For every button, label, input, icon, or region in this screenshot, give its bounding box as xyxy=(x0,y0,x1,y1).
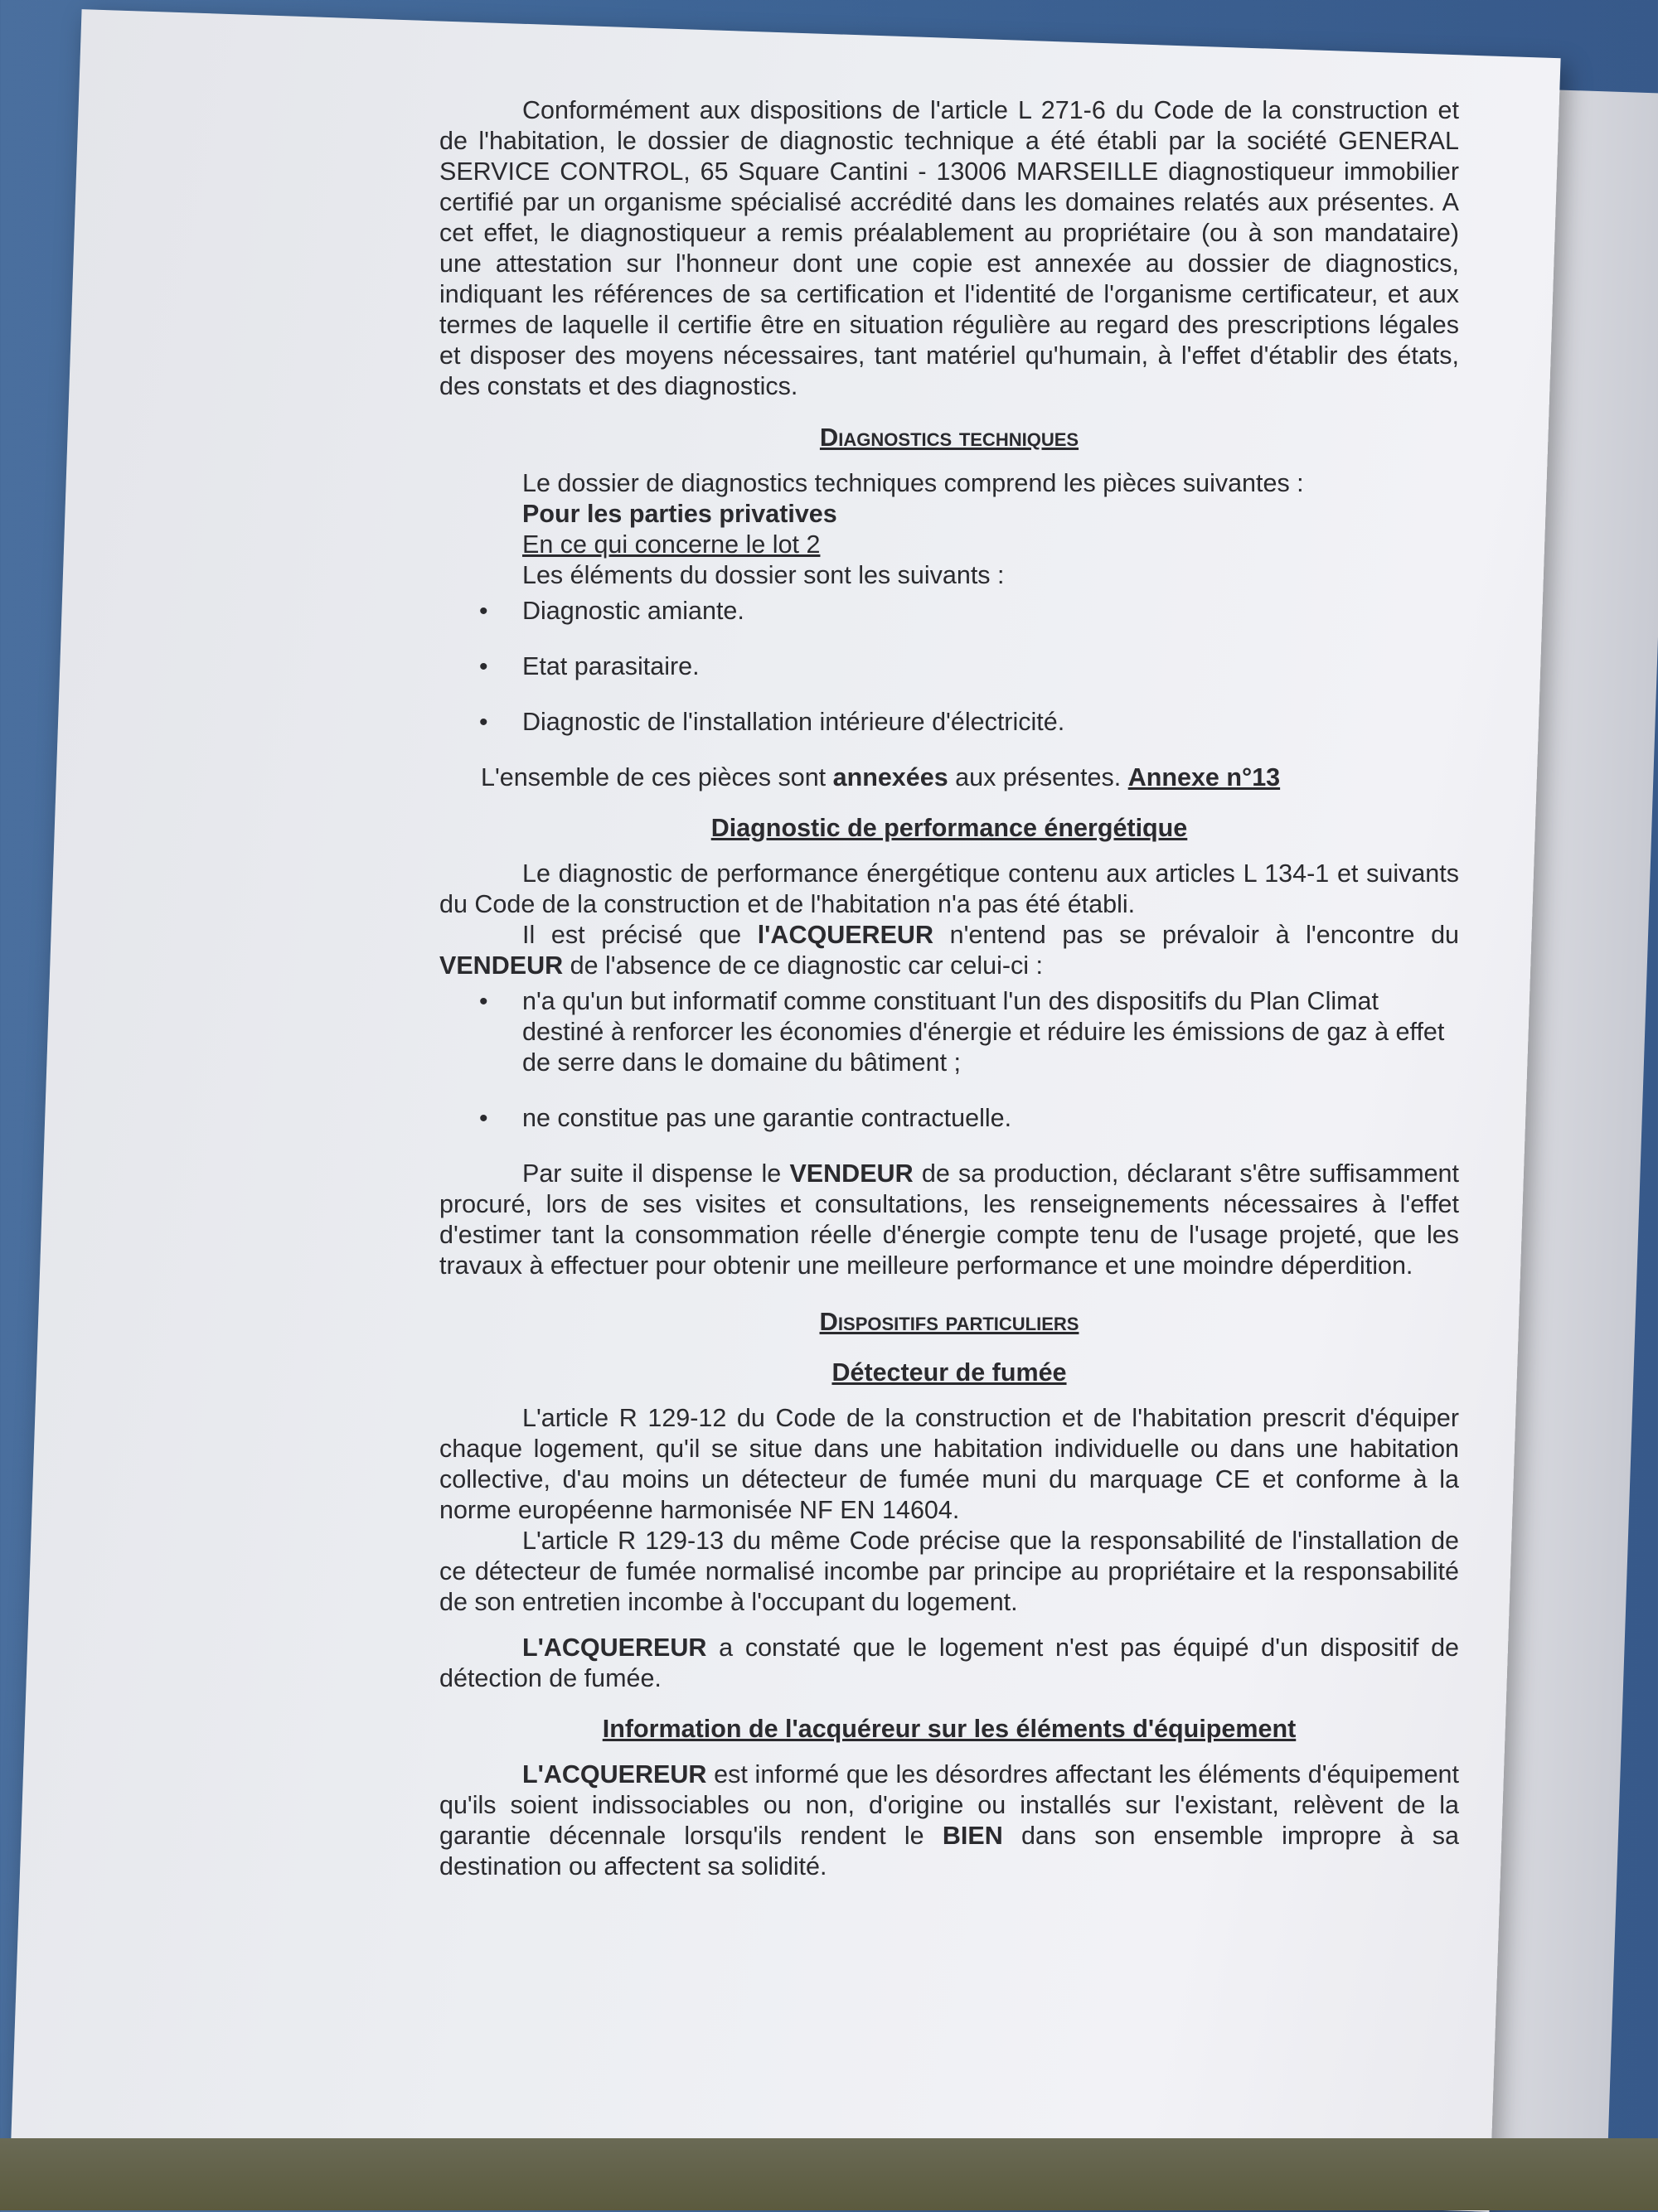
elements-intro: Les éléments du dossier sont les suivants : xyxy=(522,561,1005,589)
section-heading-dispositifs: Dispositifs particuliers xyxy=(819,1307,1079,1336)
diagnostics-list xyxy=(439,596,1459,738)
detecteur-paragraph-2: L'article R 129-13 du même Code précise que la responsabilité de l'installation de ce détecteur de fumée normalisé incombe par principe au propriétaire et la responsabilité de son entretien incombe à l'occupant du logement. xyxy=(439,1527,1459,1616)
detecteur-paragraph-1: L'article R 129-12 du Code de la construction et de l'habitation prescrit d'équiper chaque logement, qu'il se situe dans une habitation individuelle ou dans une habitation collective, d'au moins un détecteur de fumée muni du marquage CE et conforme à la norme européenne harmonisée NF EN 14604. xyxy=(439,1404,1459,1524)
dpe-paragraph-2: Il est précisé que l'ACQUEREUR n'entend pas se prévaloir à l'encontre du VENDEUR de l'absence de ce diagnostic car celui-ci : xyxy=(439,921,1460,980)
annex-sentence: L'ensemble de ces pièces sont annexées aux présentes. Annexe n°13 xyxy=(481,763,1281,791)
intro-paragraph: Conformément aux dispositions de l'article L 271-6 du Code de la construction et de l'habitation, le dossier de diagnostic technique a été établi par la société GENERAL SERVICE CONTROL, 65 Square Cantini - 13006 MARSEILLE diagnostiqueur immobilier certifié par un organisme spécialisé accrédité dans les domaines relatés aux présentes. A cet effet, le diagnostiqueur a remis préalablement au propriétaire (ou à son mandataire) une attestation sur l'honneur dont une copie est annexée au dossier de diagnostics, indiquant les références de sa certification et l'identité de l'organisme certificateur, et aux termes de laquelle il certifie être en situation régulière au regard des prescriptions légales et disposer des moyens nécessaires, tant matériel qu'humain, à l'effet d'établir des états, des constats et des diagnostics. xyxy=(439,96,1459,400)
section-heading-diagnostics-techniques: Diagnostics techniques xyxy=(819,423,1079,452)
document-text xyxy=(439,95,1459,1882)
section-heading-dpe: Diagnostic de performance énergétique xyxy=(710,814,1188,842)
list-item: • n'a qu'un but informatif comme constituant l'un des dispositifs du Plan Climat destiné à renforcer les économies d'énergie et réduire les émissions de gaz à effet de serre dans le domaine du bâtiment ; xyxy=(522,986,1459,1078)
list-item: • ne constitue pas une garantie contractuelle. xyxy=(522,1103,1459,1134)
parties-privatives: Pour les parties privatives xyxy=(522,500,837,528)
dpe-paragraph-3: Par suite il dispense le VENDEUR de sa production, déclarant s'être suffisamment procuré, lors de ses visites et consultations, les renseignements nécessaires à l'effet d'estimer tant la consommation réelle d'énergie compte tenu de l'usage projeté, que les travaux à effectuer pour obtenir une meilleure performance et une moindre déperdition. xyxy=(439,1159,1459,1280)
lot-reference: En ce qui concerne le lot 2 xyxy=(522,530,821,559)
diagnostics-lead: Le dossier de diagnostics techniques comprend les pièces suivantes : xyxy=(522,469,1304,497)
annex-reference: Annexe n°13 xyxy=(1127,763,1281,791)
information-paragraph: L'ACQUEREUR est informé que les désordres affectant les éléments d'équipement qu'ils soient indissociables ou non, d'origine ou installés sur l'existant, relèvent de la garantie décennale lorsqu'ils rendent le BIEN dans son ensemble impropre à sa destination ou affectent sa solidité. xyxy=(439,1760,1459,1880)
list-item: • Diagnostic de l'installation intérieure d'électricité. xyxy=(522,707,1459,738)
detecteur-paragraph-3: L'ACQUEREUR a constaté que le logement n'est pas équipé d'un dispositif de détection de fumée. xyxy=(439,1634,1459,1692)
background-surface xyxy=(0,2138,1658,2210)
dpe-paragraph-1: Le diagnostic de performance énergétique contenu aux articles L 134-1 et suivants du Code de la construction et de l'habitation n'a pas été établi. xyxy=(439,859,1459,918)
list-item: • Diagnostic amiante. xyxy=(522,596,1459,627)
list-item: • Etat parasitaire. xyxy=(522,651,1459,682)
subheading-detecteur: Détecteur de fumée xyxy=(831,1358,1067,1387)
dpe-list xyxy=(439,986,1459,1134)
section-heading-information: Information de l'acquéreur sur les éléments d'équipement xyxy=(602,1715,1297,1743)
